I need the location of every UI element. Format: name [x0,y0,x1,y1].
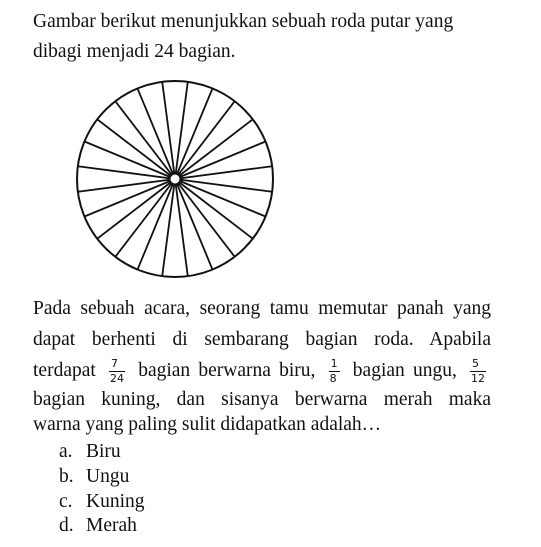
paragraph-line-5: warna yang paling sulit didapatkan adalah… [33,414,382,435]
intro-line-1: Gambar berikut menunjukkan sebuah roda putar yang [33,11,454,32]
fraction-yellow-denominator: 12 [471,372,486,386]
option-d[interactable] [59,514,137,538]
paragraph-line-3-end: bagian ungu, [352,360,457,381]
option-d-letter: d. [59,515,74,536]
paragraph-line-3 [33,357,491,385]
paragraph-line-2: dapat berhenti di sembarang bagian roda. Apabila [33,329,491,350]
option-b-text: Ungu [86,466,130,487]
fraction-blue [109,358,125,385]
fraction-yellow-numerator: 5 [472,357,480,371]
option-d-text: Merah [86,515,137,536]
spinning-wheel-figure [74,78,276,280]
option-a-letter: a. [59,441,73,462]
fraction-purple [329,358,340,385]
fraction-yellow [470,358,486,385]
fraction-blue-denominator: 24 [110,372,124,386]
fraction-purple-denominator: 8 [329,372,337,386]
option-c[interactable] [59,490,145,514]
option-c-text: Kuning [86,491,145,512]
paragraph-line-3-middle: bagian berwarna biru, [138,360,316,381]
option-b-letter: b. [59,466,74,487]
option-a[interactable] [59,440,121,464]
intro-line-2: dibagi menjadi 24 bagian. [33,41,236,62]
paragraph-line-1: Pada sebuah acara, seorang tamu memutar panah yang [33,298,491,319]
option-c-letter: c. [59,491,73,512]
option-a-text: Biru [86,441,121,462]
fraction-purple-numerator: 1 [330,357,338,371]
option-b[interactable] [59,465,129,489]
fraction-blue-numerator: 7 [111,357,118,371]
paragraph-line-3-start: terdapat [33,360,96,381]
wheel-hub [169,173,181,185]
paragraph-line-4: bagian kuning, dan sisanya berwarna merah maka [33,389,491,410]
